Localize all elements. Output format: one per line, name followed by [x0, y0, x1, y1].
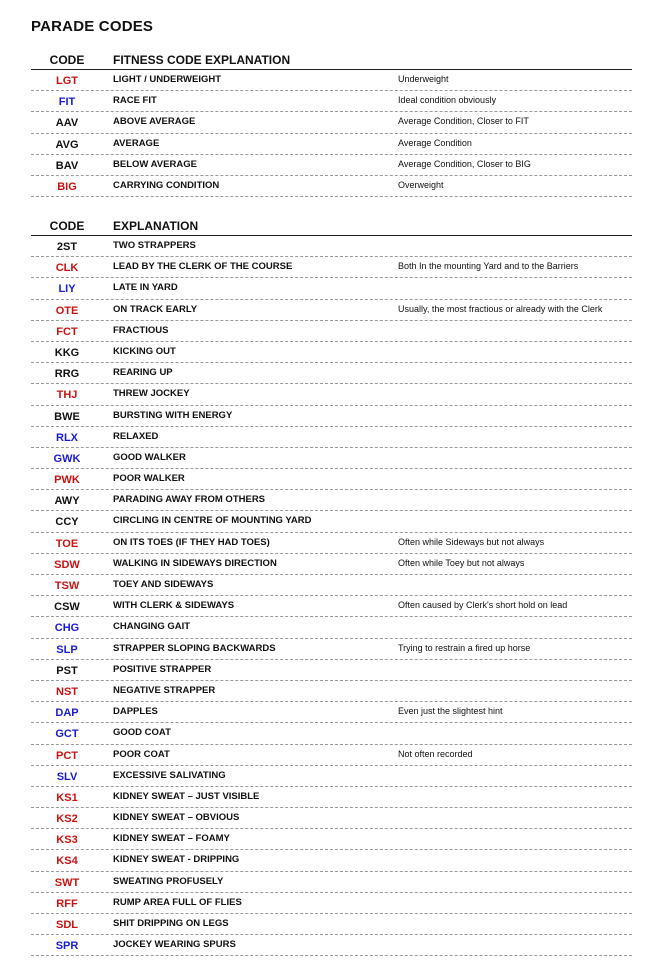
- code-cell: BAV: [55, 159, 79, 172]
- explanation-cell: POOR WALKER: [113, 473, 185, 485]
- explanation-cell: GOOD COAT: [113, 727, 171, 739]
- explanation-cell: DAPPLES: [113, 706, 158, 718]
- table-row: [31, 406, 632, 427]
- code-cell: LGT: [56, 75, 78, 87]
- code-cell: TSW: [54, 580, 80, 592]
- explanation-cell: CIRCLING IN CENTRE OF MOUNTING YARD: [113, 515, 312, 527]
- fitness-table-header: [31, 51, 632, 70]
- explanation-cell: BURSTING WITH ENERGY: [113, 409, 233, 421]
- code-cell: GWK: [53, 452, 81, 465]
- explanation-cell: STRAPPER SLOPING BACKWARDS: [113, 642, 276, 654]
- table-row: [31, 745, 632, 766]
- explanation-cell: LEAD BY THE CLERK OF THE COURSE: [113, 261, 293, 273]
- code-cell: KS4: [56, 855, 78, 868]
- table-row: [31, 829, 632, 850]
- code-cell: 2ST: [56, 241, 78, 253]
- table-row: [31, 787, 632, 808]
- table-row: [31, 533, 632, 554]
- code-cell: OTE: [55, 304, 79, 317]
- note-cell: Often caused by Clerk's short hold on lead: [398, 600, 568, 611]
- note-cell: Overweight: [398, 179, 444, 190]
- explanation-cell: WALKING IN SIDEWAYS DIRECTION: [113, 557, 277, 569]
- explanation-cell: GOOD WALKER: [113, 451, 186, 463]
- explanation-cell: TOEY AND SIDEWAYS: [113, 579, 214, 590]
- table-row: [31, 112, 632, 133]
- table-row: [31, 723, 632, 744]
- code-cell: RFF: [56, 897, 78, 910]
- explanation-cell: KIDNEY SWEAT – FOAMY: [113, 833, 230, 845]
- explanation-cell: LIGHT / UNDERWEIGHT: [113, 74, 222, 85]
- explanation-cell: EXCESSIVE SALIVATING: [113, 769, 226, 781]
- explanation-cell: ON ITS TOES (IF THEY HAD TOES): [113, 536, 270, 548]
- code-cell: SPR: [55, 940, 79, 953]
- table-row: [31, 766, 632, 787]
- table-row: [31, 155, 632, 176]
- code-cell: SDW: [54, 558, 80, 571]
- note-cell: Not often recorded: [398, 748, 473, 759]
- table-row: [31, 808, 632, 829]
- code-cell: NST: [56, 685, 78, 698]
- explanation-cell: KICKING OUT: [113, 345, 176, 357]
- code-cell: AWY: [54, 495, 80, 508]
- code-cell: KKG: [54, 346, 80, 359]
- table-row: [31, 257, 632, 278]
- note-cell: Usually, the most fractious or already with the Clerk: [398, 303, 603, 314]
- explanation-cell: SHIT DRIPPING ON LEGS: [113, 918, 229, 929]
- explanation-cell: PARADING AWAY FROM OTHERS: [113, 494, 266, 506]
- code-cell: KS3: [56, 834, 78, 847]
- code-cell: GCT: [55, 728, 79, 741]
- table-row: [31, 554, 632, 575]
- table-row: [31, 427, 632, 448]
- table-row: [31, 575, 632, 596]
- note-cell: Average Condition: [398, 137, 472, 148]
- note-cell: Ideal condition obviously: [398, 95, 497, 106]
- table-row: [31, 511, 632, 532]
- table-row: [31, 321, 632, 342]
- table-row: [31, 596, 632, 617]
- table-row: [31, 914, 632, 935]
- table-row: [31, 278, 632, 299]
- explanation-cell: CARRYING CONDITION: [113, 179, 220, 191]
- explanation-cell: ON TRACK EARLY: [113, 303, 198, 315]
- note-cell: Often while Sideways but not always: [398, 536, 545, 547]
- explanation-cell: POSITIVE STRAPPER: [113, 663, 212, 675]
- code-cell: PST: [56, 664, 78, 677]
- table-row: [31, 702, 632, 723]
- code-cell: CCY: [55, 516, 79, 529]
- code-cell: KS2: [56, 813, 78, 826]
- table-row: [31, 236, 632, 257]
- code-cell: TOE: [55, 537, 79, 550]
- code-cell: AAV: [55, 117, 79, 130]
- explanation-cell: JOCKEY WEARING SPURS: [113, 939, 236, 951]
- code-column-header: CODE: [49, 53, 85, 67]
- note-cell: Underweight: [398, 74, 449, 84]
- code-cell: SLP: [56, 643, 78, 656]
- explanation-cell: REARING UP: [113, 367, 173, 379]
- code-cell: SDL: [56, 919, 78, 931]
- code-cell: SLV: [56, 770, 78, 783]
- table-row: [31, 872, 632, 893]
- code-cell: LIY: [58, 283, 76, 296]
- parade-codes-table: [31, 217, 632, 956]
- explanation-cell: TWO STRAPPERS: [113, 240, 196, 251]
- explanation-cell: WITH CLERK & SIDEWAYS: [113, 600, 235, 612]
- table-row: [31, 134, 632, 155]
- note-cell: Average Condition, Closer to BIG: [398, 158, 531, 169]
- explanation-cell: NEGATIVE STRAPPER: [113, 684, 216, 696]
- note-cell: Both In the mounting Yard and to the Barriers: [398, 261, 579, 272]
- explanation-cell: ABOVE AVERAGE: [113, 116, 196, 128]
- code-cell: KS1: [56, 791, 78, 804]
- explanation-cell: THREW JOCKEY: [113, 388, 190, 400]
- table-row: [31, 91, 632, 112]
- table-row: [31, 342, 632, 363]
- note-cell: Trying to restrain a fired up horse: [398, 642, 531, 653]
- code-cell: THJ: [56, 389, 78, 402]
- note-cell: Even just the slightest hint: [398, 706, 503, 717]
- table-row: [31, 850, 632, 871]
- table-row: [31, 893, 632, 914]
- fitness-codes-table: [31, 51, 632, 197]
- code-cell: RRG: [54, 368, 80, 381]
- explanation-cell: KIDNEY SWEAT – JUST VISIBLE: [113, 790, 260, 802]
- note-cell: Average Condition, Closer to FIT: [398, 116, 529, 127]
- table-row: [31, 935, 632, 956]
- page-title: PARADE CODES: [31, 18, 154, 35]
- code-cell: CHG: [54, 622, 80, 635]
- explanation-cell: FRACTIOUS: [113, 324, 169, 336]
- note-cell: Often while Toey but not always: [398, 557, 525, 568]
- table-row: [31, 70, 632, 91]
- table-row: [31, 617, 632, 638]
- code-cell: CLK: [55, 262, 79, 275]
- explanation-cell: AVERAGE: [113, 137, 160, 149]
- explanation-cell: RUMP AREA FULL OF FLIES: [113, 896, 242, 908]
- code-cell: BIG: [57, 180, 77, 193]
- table-row: [31, 681, 632, 702]
- code-cell: AVG: [55, 138, 79, 151]
- explanation-cell: RACE FIT: [113, 95, 157, 107]
- table-row: [31, 300, 632, 321]
- parade-table-header: [31, 217, 632, 236]
- table-row: [31, 490, 632, 511]
- code-cell: FIT: [58, 96, 76, 109]
- table-row: [31, 639, 632, 660]
- code-column-header: CODE: [49, 219, 85, 233]
- explanation-cell: KIDNEY SWEAT - DRIPPING: [113, 854, 240, 866]
- code-cell: SWT: [54, 876, 80, 889]
- explanation-column-header: FITNESS CODE EXPLANATION: [113, 53, 291, 67]
- table-row: [31, 176, 632, 197]
- explanation-cell: SWEATING PROFUSELY: [113, 875, 224, 887]
- table-row: [31, 363, 632, 384]
- table-row: [31, 384, 632, 405]
- explanation-column-header: EXPLANATION: [113, 219, 199, 233]
- code-cell: PCT: [56, 749, 78, 762]
- explanation-cell: LATE IN YARD: [113, 282, 178, 294]
- explanation-cell: KIDNEY SWEAT – OBVIOUS: [113, 812, 240, 824]
- code-cell: PWK: [54, 474, 80, 487]
- code-cell: BWE: [54, 410, 80, 423]
- explanation-cell: POOR COAT: [113, 748, 170, 760]
- explanation-cell: RELAXED: [113, 430, 159, 442]
- table-row: [31, 469, 632, 490]
- code-cell: CSW: [54, 601, 80, 614]
- explanation-cell: BELOW AVERAGE: [113, 158, 197, 170]
- code-cell: RLX: [56, 431, 78, 444]
- explanation-cell: CHANGING GAIT: [113, 621, 191, 633]
- table-row: [31, 448, 632, 469]
- code-cell: FCT: [56, 325, 78, 338]
- code-cell: DAP: [55, 707, 79, 720]
- table-row: [31, 660, 632, 681]
